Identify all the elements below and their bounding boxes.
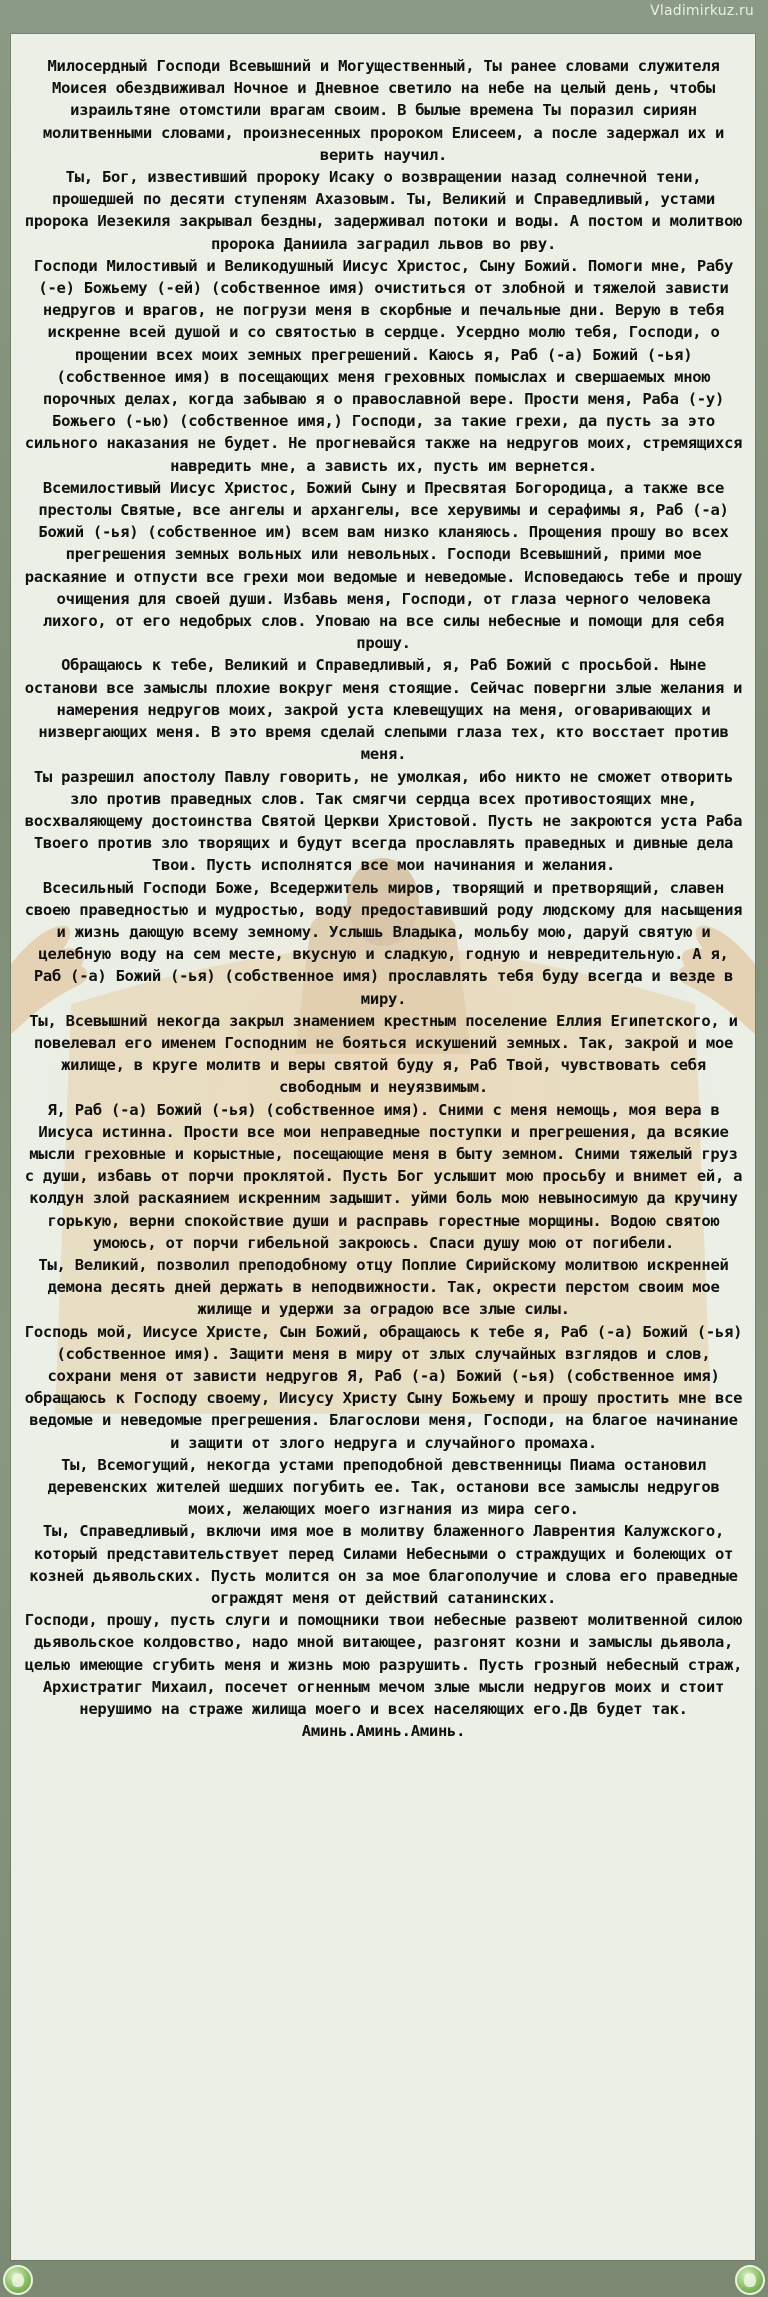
- prayer-text: [11, 34, 755, 1742]
- prayer-panel: [11, 34, 755, 2260]
- prayer-paragraph: Я, Раб (-а) Божий (-ья) (собственное имя). Сними с меня немощь, моя вера в Иисуса истинна. Прости все мои неправедные поступки и прегрешения, да всякие мысли греховные и корыстные, посещающие меня в быту земном. Сними тяжелый груз с души, избавь от порчи проклятой. Пусть Бог услышит мою просьбу и внимет ей, а колдун злой раскаянием искренним задышит. уйми боль мою невыносимую да кручину горькую, верни спокойствие души и расправь горестные морщины. Водою святою умоюсь, от порчи гибельной закроюсь. Спаси душу мою от погибели.: [24, 1100, 743, 1252]
- prayer-paragraph: Милосердный Господи Всевышний и Могущественный, Ты ранее словами служителя Моисея обездвиживал Ночное и Дневное светило на небе на целый день, чтобы израильтяне отомстили врагам своим. В былые времена Ты поразил сириян молитвенными словами, произнесенных пророком Елисеем, а после задержал их и верить научил.: [42, 57, 725, 164]
- prayer-paragraph: Господь мой, Иисусе Христе, Сын Божий, обращаюсь к тебе я, Раб (-а) Божий (-ья) (собственное имя). Защити меня в миру от злых случайных взглядов и слов, сохрани меня от зависти недругов Я, Раб (-а) Божий (-ья) (собственное имя) обращаюсь к Господу своему, Иисусу Христу Сыну Божьему и прошу простить мне все ведомые и неведомые прегрешения. Благослови меня, Господи, на благое начинание и защити от злого недруга и случайного промаха.: [24, 1322, 743, 1452]
- corner-emblem-right-icon: [735, 2265, 765, 2295]
- prayer-paragraph: Всемилостивый Иисус Христос, Божий Сыну и Пресвятая Богородица, а также все престолы Святые, все ангелы и архангелы, все херувимы и серафимы я, Раб (-а) Божий (-ья) (собственное им) всем вам низко кланяюсь. Прощения прошу во всех прегрешения земных вольных или невольных. Господи Всевышний, прими мое раскаяние и отпусти все грехи мои ведомые и неведомые. Исповедаюсь тебе и прошу очищения для своей души. Избавь меня, Господи, от глаза черного человека лихого, от его недобрых слов. Уповаю на все силы небесные и помощи для себя прошу.: [24, 478, 743, 653]
- prayer-paragraph: Господи Милостивый и Великодушный Иисус Христос, Сыну Божий. Помоги мне, Рабу (-е) Божьему (-ей) (собственное имя) очиститься от злобной и тяжелой зависти недругов и врагов, не погрузи меня в скорбные и печальные дни. Верую в тебя искренне всей душой и со святостью в сердце. Усердно молю тебя, Господи, о прощении всех моих земных прегрешений. Каюсь я, Раб (-а) Божий (-ья) (собственное имя) в посещающих меня греховных помыслах и свершаемых мною порочных делах, когда забываю я о православной вере. Прости меня, Раба (-у) Божьего (-ью) (собственное имя,) Господи, за такие грехи, да пусть за это сильного наказания не будет. Не прогневайся также на недругов моих, стремящихся навредить мне, а зависть их, пусть им вернется.: [24, 256, 743, 475]
- prayer-paragraph: Ты разрешил апостолу Павлу говорить, не умолкая, ибо никто не сможет отворить зло против праведных слов. Так смягчи сердца всех противостоящих мне, восхваляющему достоинства Святой Церкви Христовой. Пусть не закроются уста Раба Твоего против зло творящих и будут всегда прославлять праведных и дивные дела Твои. Пусть исполнятся все мои начинания и желания.: [24, 767, 743, 875]
- prayer-paragraph: Ты, Всемогущий, некогда устами преподобной девственницы Пиама остановил деревенских жителей шедших погубить ее. Так, останови все замыслы недругов моих, желающих моего изгнания из мира сего.: [47, 1455, 720, 1519]
- prayer-closing: Аминь.Аминь.Аминь.: [301, 1722, 466, 1741]
- site-watermark: Vladimirkuz.ru: [650, 3, 754, 19]
- prayer-paragraph: Всесильный Господи Боже, Вседержитель миров, творящий и претворящий, славен своею праведностью и мудростью, воду предоставивший роду людскому для насыщения и жизнь дающую всему земному. Услышь Владыка, мольбу мою, даруй святую и целебную воду на сем месте, вкусную и сладкую, годную и невредительную. А я, Раб (-а) Божий (-ья) (собственное имя) прославлять тебя буду всегда и везде в миру.: [24, 878, 743, 1008]
- prayer-paragraph: Господи, прошу, пусть слуги и помощники твои небесные развеют молитвенной силою дьявольское колдовство, надо мной витающее, разгонят козни и замыслы дьявола, целью имеющие сгубить меня и жизнь мою разрушить. Пусть грозный небесный страж, Архистратиг Михаил, посечет огненным мечом злые мысли недругов моих и стоит нерушимо на страже жилища моего и всех населяющих его.Дв будет так.: [24, 1611, 743, 1719]
- prayer-paragraph: Ты, Всевышний некогда закрыл знамением крестным поселение Еллия Египетского, и повелевал его именем Господним не бояться искушений земных. Так, закрой и мое жилище, в круге молитв и веры святой буду я, Раб Твой, чувствовать себя свободным и неуязвимым.: [29, 1011, 738, 1097]
- prayer-paragraph: Обращаюсь к тебе, Великий и Справедливый, я, Раб Божий с просьбой. Ныне останови все замыслы плохие вокруг меня стоящие. Сейчас повергни злые желания и намерения недругов моих, закрой уста клевещущих на меня, оговаривающих и низвергающих меня. В это время сделай слепыми глаза тех, кто восстает против меня.: [24, 656, 743, 764]
- prayer-paragraph: Ты, Бог, известивший пророку Исаку о возвращении назад солнечной тени, прошедшей по десяти ступеням Ахазовым. Ты, Великий и Справедливый, устами пророка Иезекиля закрывал бездны, задерживал потоки и воды. А постом и молитвою пророка Даниила заградил львов во рву.: [24, 168, 743, 253]
- prayer-paragraph: Ты, Великий, позволил преподобному отцу Поплие Сирийскому молитвою искренней демона десять дней держать в неподвижности. Так, окрести перстом своим мое жилище и удержи за оградою все злые силы.: [38, 1255, 729, 1319]
- corner-emblem-left-icon: [3, 2265, 33, 2295]
- prayer-paragraph: Ты, Справедливый, включи имя мое в молитву блаженного Лаврентия Калужского, который представительствует перед Силами Небесными о страждущих и болеющих от козней дьявольских. Пусть молится он за мое благополучие и слова его праведные ограждят меня от действий сатанинских.: [29, 1522, 738, 1608]
